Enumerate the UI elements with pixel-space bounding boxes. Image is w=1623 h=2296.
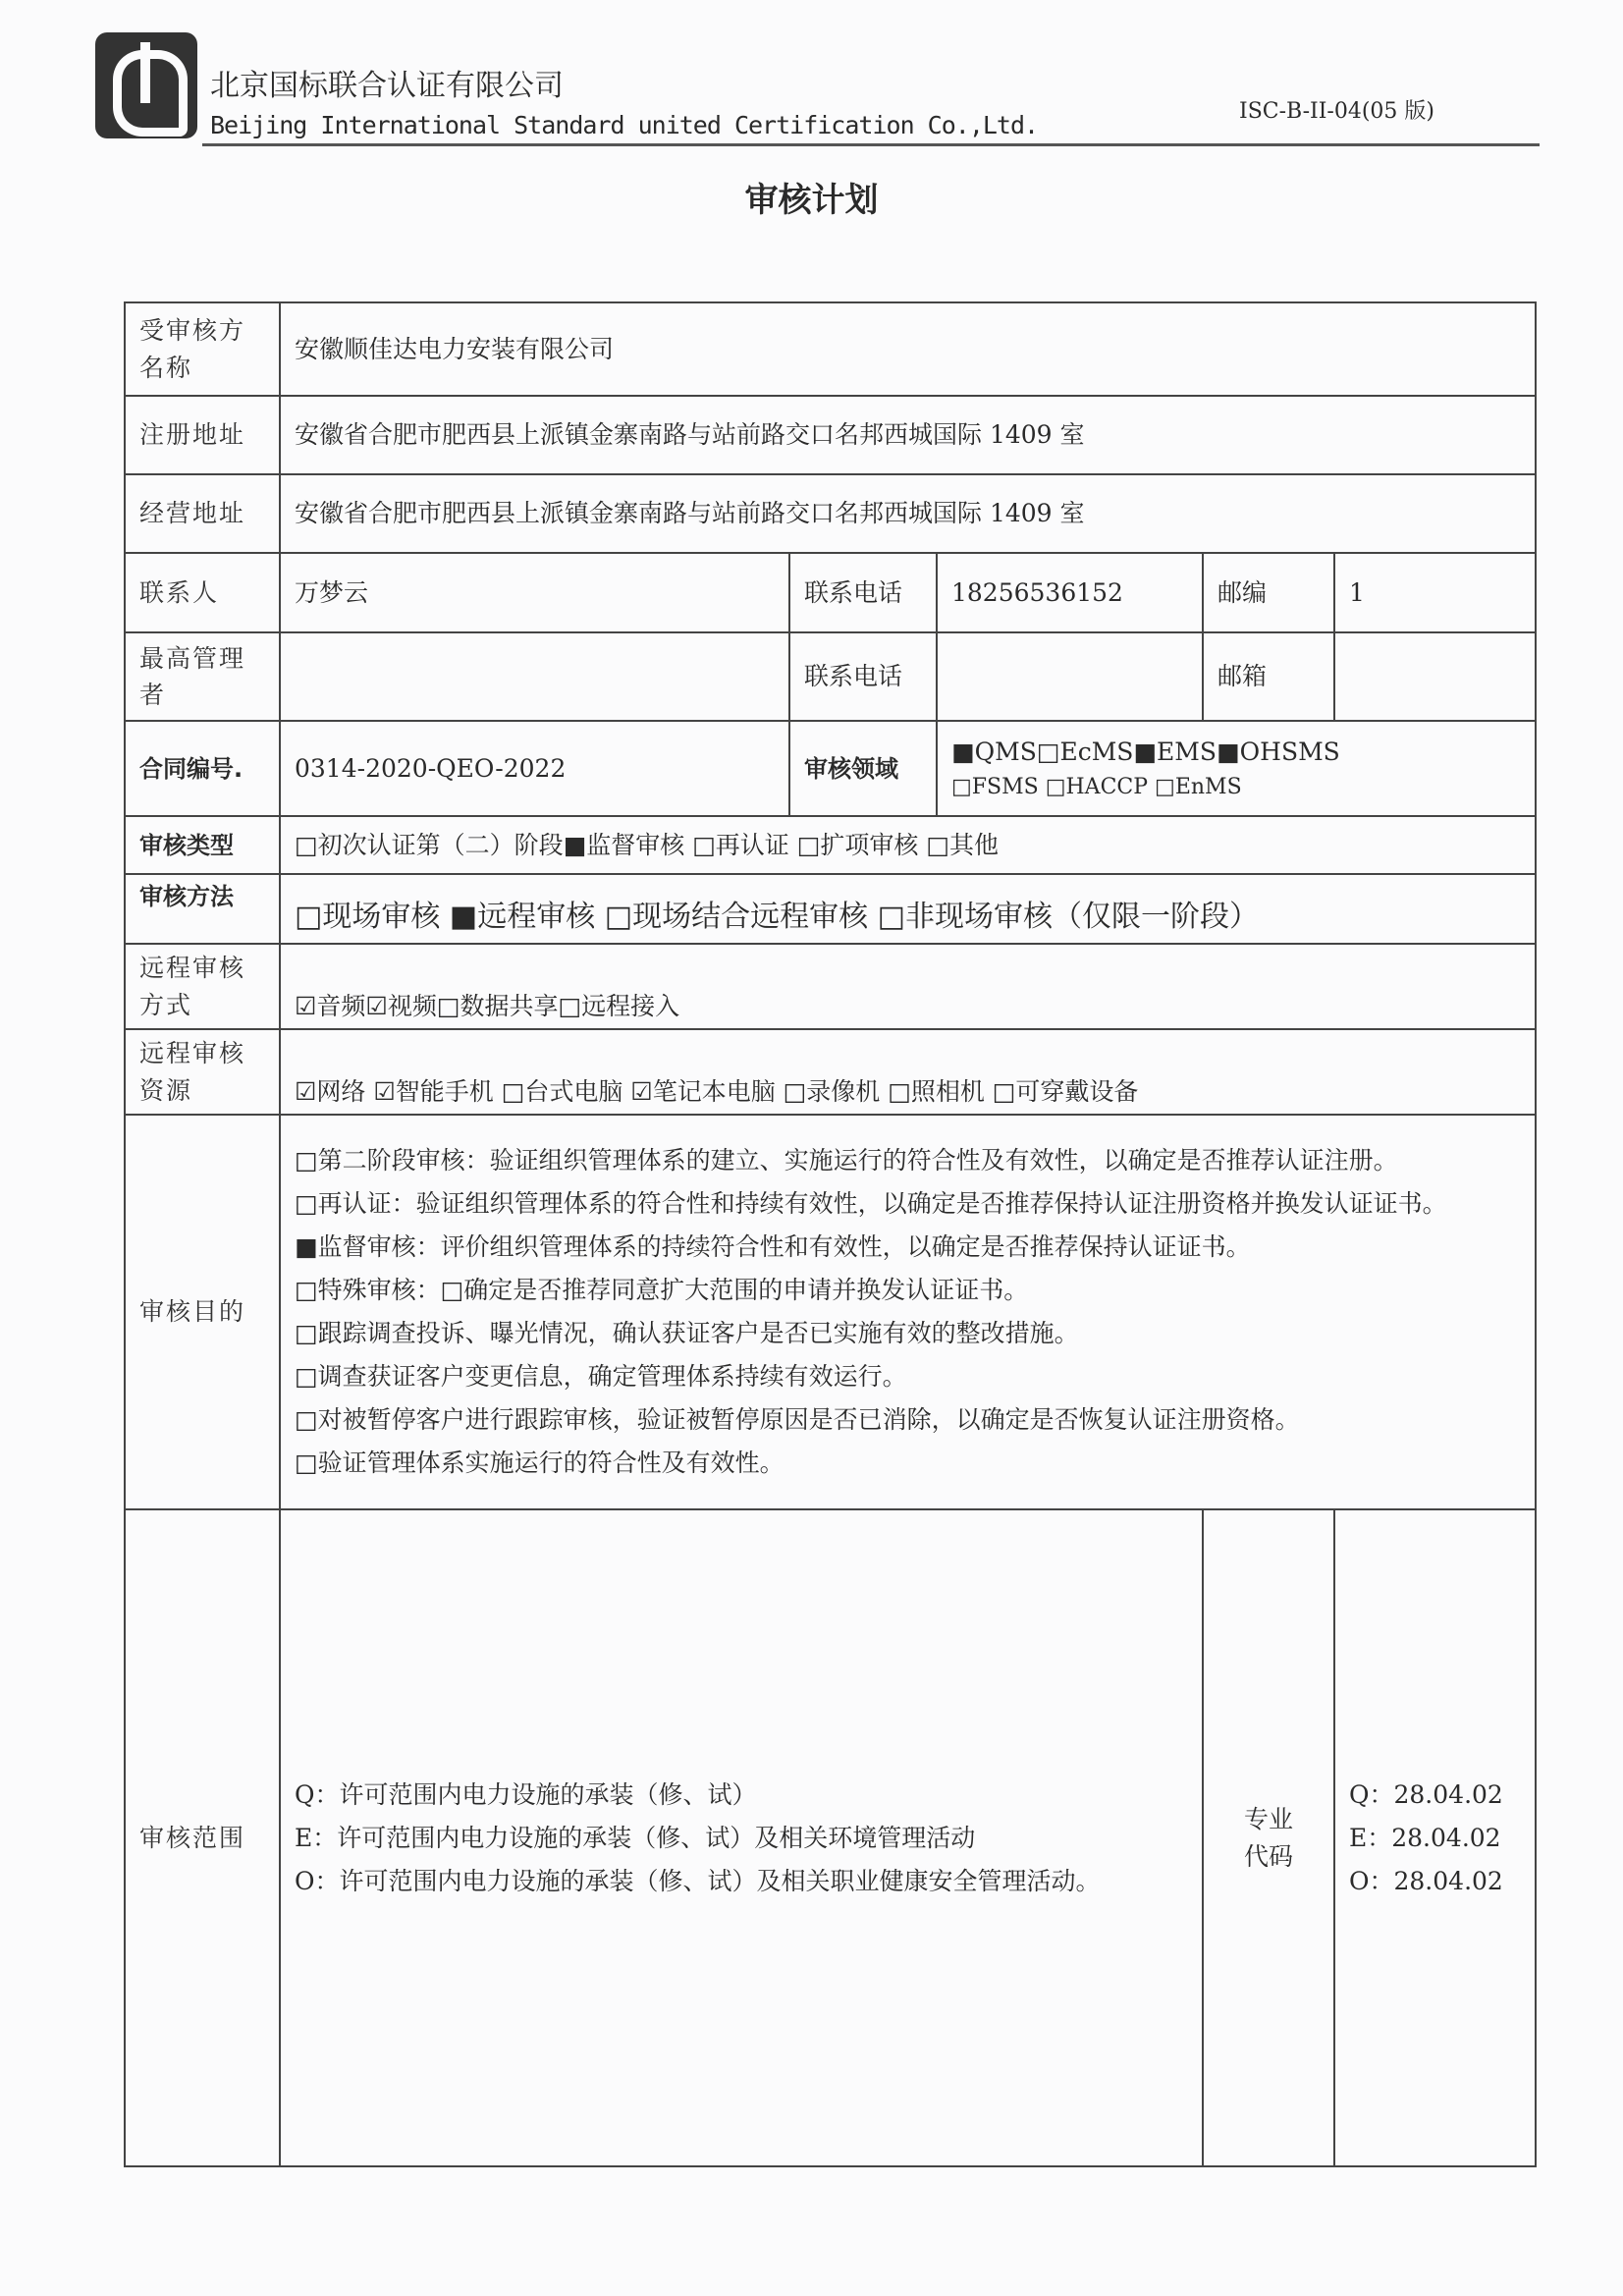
purpose-item: □调查获证客户变更信息，确定管理体系持续有效运行。 — [295, 1362, 907, 1391]
auditee-value: 安徽顺佳达电力安装有限公司 — [280, 302, 1536, 396]
manager-value — [280, 632, 789, 721]
remote-res-label: 远程审核资源 — [125, 1029, 280, 1115]
scope-label: 审核范围 — [125, 1509, 280, 2166]
phone2-label: 联系电话 — [789, 632, 937, 721]
purpose-list — [280, 1115, 1536, 1509]
contract-label: 合同编号. — [125, 721, 280, 816]
code-item: Q：28.04.02 — [1349, 1779, 1503, 1809]
page-title: 审核计划 — [744, 181, 879, 220]
phone2-value — [937, 632, 1203, 721]
reg-addr-value: 安徽省合肥市肥西县上派镇金寨南路与站前路交口名邦西城国际 1409 室 — [280, 396, 1536, 474]
phone-label: 联系电话 — [789, 553, 937, 632]
audit-plan-table — [124, 301, 1537, 2167]
scope-item: O：许可范围内电力设施的承装（修、试）及相关职业健康安全管理活动。 — [295, 1866, 1101, 1895]
purpose-item: □跟踪调查投诉、曝光情况，确认获证客户是否已实施有效的整改措施。 — [295, 1319, 1079, 1347]
contract-value: 0314-2020-QEO-2022 — [280, 721, 789, 816]
purpose-item: □第二阶段审核：验证组织管理体系的建立、实施运行的符合性及有效性，以确定是否推荐认证注册。 — [295, 1146, 1398, 1175]
auditee-label: 受审核方名称 — [125, 302, 280, 396]
reg-addr-label: 注册地址 — [125, 396, 280, 474]
email-value — [1334, 632, 1536, 721]
company-name-cn: 北京国标联合认证有限公司 — [210, 69, 564, 103]
purpose-item: □对被暂停客户进行跟踪审核，验证被暂停原因是否已消除，以确定是否恢复认证注册资格。 — [295, 1405, 1300, 1434]
code-list — [1334, 1509, 1536, 2166]
remote-res-value: ☑网络 ☑智能手机 □台式电脑 ☑笔记本电脑 □录像机 □照相机 □可穿戴设备 — [280, 1029, 1536, 1115]
scope-item: E：许可范围内电力设施的承装（修、试）及相关环境管理活动 — [295, 1823, 976, 1852]
contact-value: 万梦云 — [280, 553, 789, 632]
header-divider — [202, 143, 1540, 146]
email-label: 邮箱 — [1203, 632, 1334, 721]
manager-label: 最高管理者 — [125, 632, 280, 721]
type-value: □初次认证第（二）阶段■监督审核 □再认证 □扩项审核 □其他 — [280, 816, 1536, 874]
code-item: E：28.04.02 — [1349, 1823, 1501, 1852]
purpose-item: ■监督审核：评价组织管理体系的持续符合性和有效性，以确定是否推荐保持认证证书。 — [295, 1232, 1251, 1261]
phone-value: 18256536152 — [937, 553, 1203, 632]
purpose-item: □特殊审核：□确定是否推荐同意扩大范围的申请并换发认证证书。 — [295, 1276, 1029, 1304]
contact-label: 联系人 — [125, 553, 280, 632]
scope-list — [280, 1509, 1203, 2166]
purpose-item: □再认证：验证组织管理体系的符合性和持续有效性，以确定是否推荐保持认证注册资格并换发认证证书。 — [295, 1189, 1447, 1218]
company-name-en: Beijing International Standard united Certification Co.,Ltd. — [210, 111, 1039, 139]
op-addr-value: 安徽省合肥市肥西县上派镇金寨南路与站前路交口名邦西城国际 1409 室 — [280, 474, 1536, 553]
code-item: O：28.04.02 — [1349, 1866, 1503, 1895]
postcode-value: 1 — [1334, 553, 1536, 632]
code-label: 专业代码 — [1203, 1509, 1334, 2166]
remote-mode-value: ☑音频☑视频□数据共享□远程接入 — [280, 944, 1536, 1029]
fields-line1: ■QMS□EcMS■EMS■OHSMS — [951, 738, 1340, 767]
fields-line2: □FSMS □HACCP □EnMS — [951, 774, 1242, 799]
purpose-label: 审核目的 — [125, 1115, 280, 1509]
form-code: ISC-B-II-04(05 版) — [1239, 99, 1434, 124]
scope-item: Q：许可范围内电力设施的承装（修、试） — [295, 1779, 757, 1809]
type-label: 审核类型 — [125, 816, 280, 874]
field-value — [937, 721, 1536, 816]
purpose-item: □验证管理体系实施运行的符合性及有效性。 — [295, 1449, 784, 1477]
remote-mode-label: 远程审核方式 — [125, 944, 280, 1029]
postcode-label: 邮编 — [1203, 553, 1334, 632]
field-label: 审核领域 — [789, 721, 937, 816]
company-logo — [95, 32, 197, 138]
method-label: 审核方法 — [125, 874, 280, 944]
op-addr-label: 经营地址 — [125, 474, 280, 553]
method-value: □现场审核 ■远程审核 □现场结合远程审核 □非现场审核（仅限一阶段） — [280, 874, 1536, 944]
